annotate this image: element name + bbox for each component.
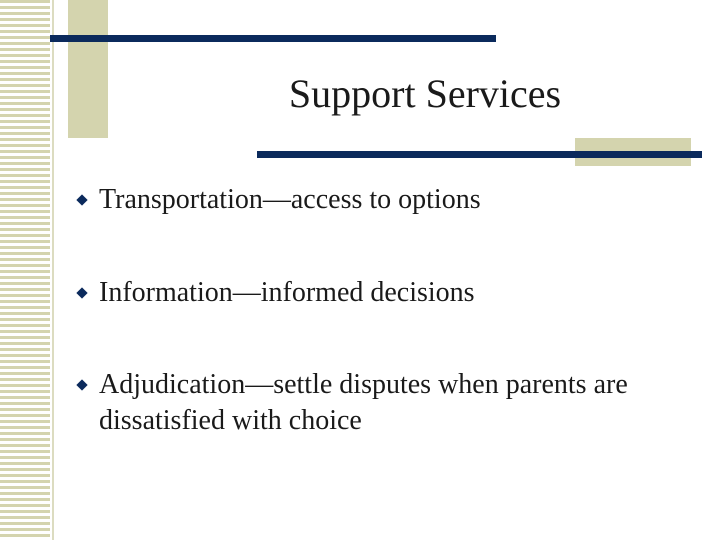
diamond-bullet-icon [76, 379, 87, 390]
slide-title: Support Services [288, 71, 562, 116]
diamond-bullet-icon [76, 194, 87, 205]
bullet-text: Adjudication—settle disputes when parents are dissatisfied with choice [99, 369, 628, 436]
bullet-item-adjudication [78, 367, 678, 439]
striped-margin-decoration [0, 0, 50, 540]
diamond-bullet-icon [76, 287, 87, 298]
bullet-text: Transportation—access to options [99, 184, 481, 215]
margin-rule [52, 0, 54, 540]
bullet-item-information [78, 275, 678, 311]
bottom-title-bar [257, 151, 702, 158]
bullet-item-transportation [78, 182, 678, 218]
bullet-text: Information—informed decisions [99, 277, 475, 308]
top-accent-block [68, 0, 108, 138]
top-title-bar [50, 35, 496, 42]
